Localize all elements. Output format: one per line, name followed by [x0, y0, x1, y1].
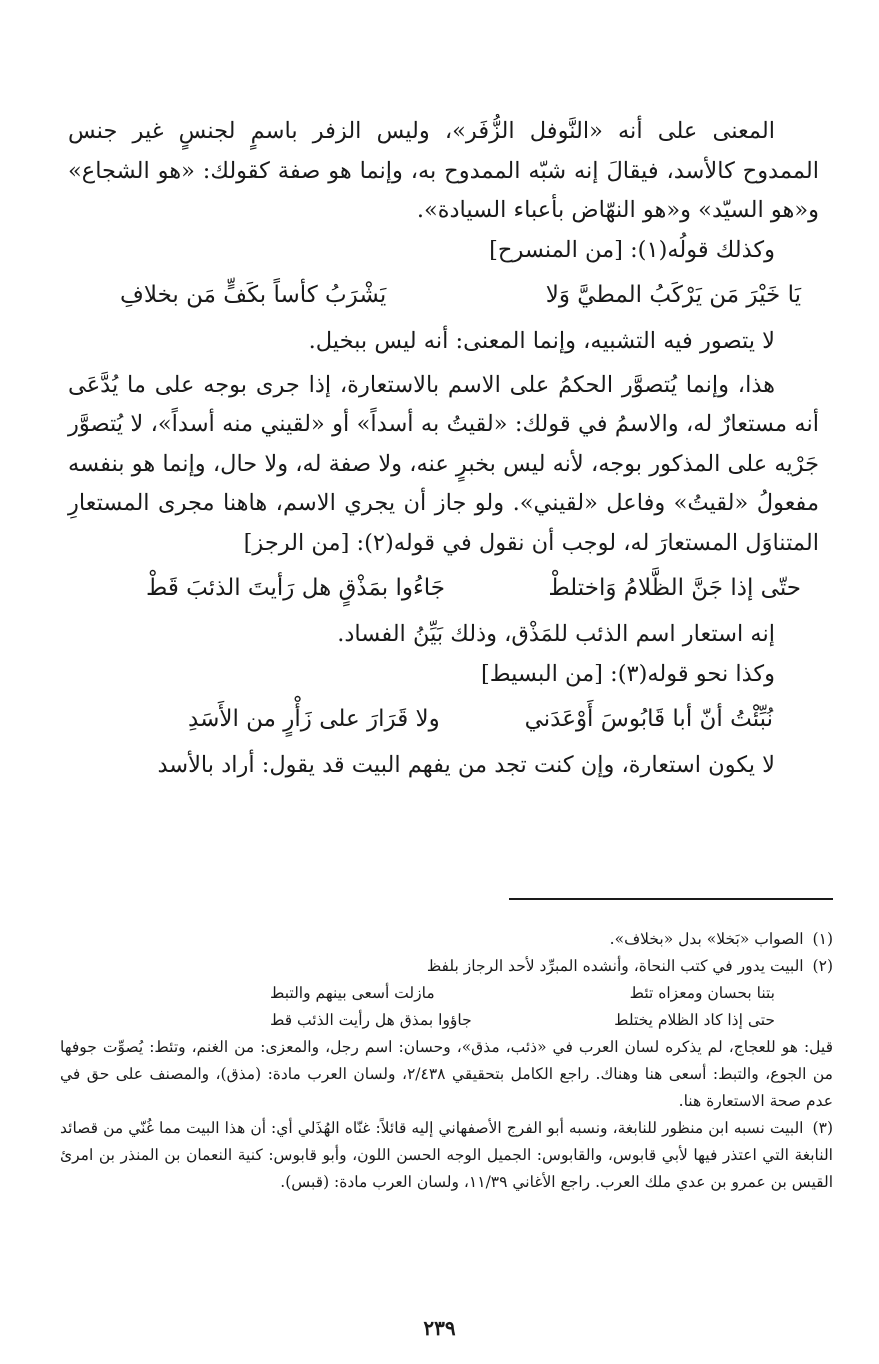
- verse-second-hemistich: جَاءُوا بمَذْقٍ هل رَأيتَ الذئبَ قَطْ: [146, 575, 446, 601]
- verse-first-hemistich: بتنا بحسان ومعزاه تئط: [629, 984, 775, 1002]
- footnote-2-commentary: قيل: هو للعجاج، لم يذكره لسان العرب في «ذئب، مذق»، وحسان: اسم رجل، والمعزى: من الغنم، وتئط: يُصوِّت جوفها من الجوع، والتبط: أسعى هنا وهناك. راجع الكامل بتحقيقي ٢/٤٣٨، ولسان العرب مادة: (مذق)، والمصنف على حق في عدم صحة الاستعارة هنا.: [60, 1038, 833, 1110]
- paragraph: إنه استعار اسم الذئب للمَذْق، وذلك بَيِّنُ الفساد.: [337, 621, 775, 647]
- verse-first-hemistich: حتّى إذا جَنَّ الظَّلامُ وَاختلطْ: [548, 575, 801, 601]
- footnote-2: [60, 953, 833, 980]
- paragraph: المعنى على أنه «النَّوفل الزُّفَر»، وليس الزفر باسمٍ لجنسٍ غير جنس الممدوح كالأسد، فيقالَ إنه شبّه الممدوح به، وإنما هو صفة كقولك: «هو الشجاع» و«هو السيّد» و«هو النهّاض بأعباء السيادة».: [68, 118, 819, 223]
- verse-first-hemistich: حتى إذا كاد الظلام يختلط: [614, 1011, 775, 1029]
- paragraph: لا يتصور فيه التشبيه، وإنما المعنى: أنه ليس ببخيل.: [308, 328, 775, 354]
- paragraph: هذا، وإنما يُتصوَّر الحكمُ على الاسم بالاستعارة، إذا جرى بوجه على ما يُدَّعَى أنه مستعارٌ له، والاسمُ في قولك: «لقيتُ به أسداً» أو «لقيني منه أسداً»، لا يُتصوَّر جَرْيه على المذكور بوجه، لأنه ليس بخبرٍ عنه، ولا صفة له، ولا حال، وإنما هو بنفسه مفعولُ «لقيتُ» وفاعل «لقيني». ولو جاز أن يجري الاسم، هاهنا مجرى المستعارِ المتناوَل المستعارَ له، لوجب أن نقول في قوله(٢): [من الرجز]: [68, 371, 819, 556]
- footnote-verse-line: [60, 980, 833, 1007]
- verse-line: [68, 567, 819, 609]
- footnote-verse-line: [60, 1007, 833, 1034]
- footnote-text: البيت يدور في كتب النحاة، وأنشده المبرِّد لأحد الرجاز بلفظ: [426, 957, 804, 975]
- paragraph: لا يكون استعارة، وإن كنت تجد من يفهم البيت قد يقول: أراد بالأسد: [157, 752, 775, 778]
- verse-intro: وكذا نحو قوله(٣): [من البسيط]: [480, 660, 775, 687]
- verse-first-hemistich: نُبِّئْتُ أنّ أبا قَابُوسَ أَوْعَدَني: [524, 706, 773, 732]
- verse-second-hemistich: جاؤوا بمذق هل رأيت الذئب قط: [270, 1011, 472, 1029]
- main-text: [68, 112, 819, 786]
- footnote-number: (٣): [812, 1119, 833, 1137]
- verse-second-hemistich: مازلت أسعى بينهم والتبط: [270, 984, 435, 1002]
- verse-line: [68, 698, 819, 740]
- footnote-separator: [509, 898, 833, 900]
- verse-second-hemistich: ولا قَرَارَ على زَأْرٍ من الأَسَدِ: [188, 706, 440, 732]
- page-number: ٢٣٩: [423, 1316, 456, 1340]
- verse-intro: وكذلك قولُه(١): [من المنسرح]: [489, 236, 775, 263]
- footnote-number: (١): [812, 930, 833, 948]
- footnote-text: البيت نسبه ابن منظور للنابغة، ونسبه أبو الفرج الأصفهاني إليه قائلاً: غنّاه الهُذَلي أي: أن هذا البيت مما غُنّي من قصائد النابغة التي اعتذر فيها لأبي قابوس، والقابوس: الجميل الوجه الحسن اللون، وأبو قابوس: كنية النعمان بن المنذر بن امرئ القيس بن عمرو بن عدي ملك العرب. راجع الأغاني ١١/٣٩، ولسان العرب مادة: (قبس).: [60, 1119, 833, 1191]
- footnote-number: (٢): [812, 957, 833, 975]
- verse-first-hemistich: يَا خَيْرَ مَن يَرْكَبُ المطيَّ وَلا: [545, 282, 801, 308]
- footnote-text: الصواب «بَخلا» بدل «بخلاف».: [609, 930, 804, 948]
- footnote-1: [60, 926, 833, 953]
- footnote-3: [60, 1115, 833, 1196]
- verse-line: [68, 274, 819, 316]
- footnotes: [60, 926, 833, 1196]
- verse-second-hemistich: يَشْرَبُ كأساً بكَفٍّ مَن بخلافِ: [120, 282, 387, 308]
